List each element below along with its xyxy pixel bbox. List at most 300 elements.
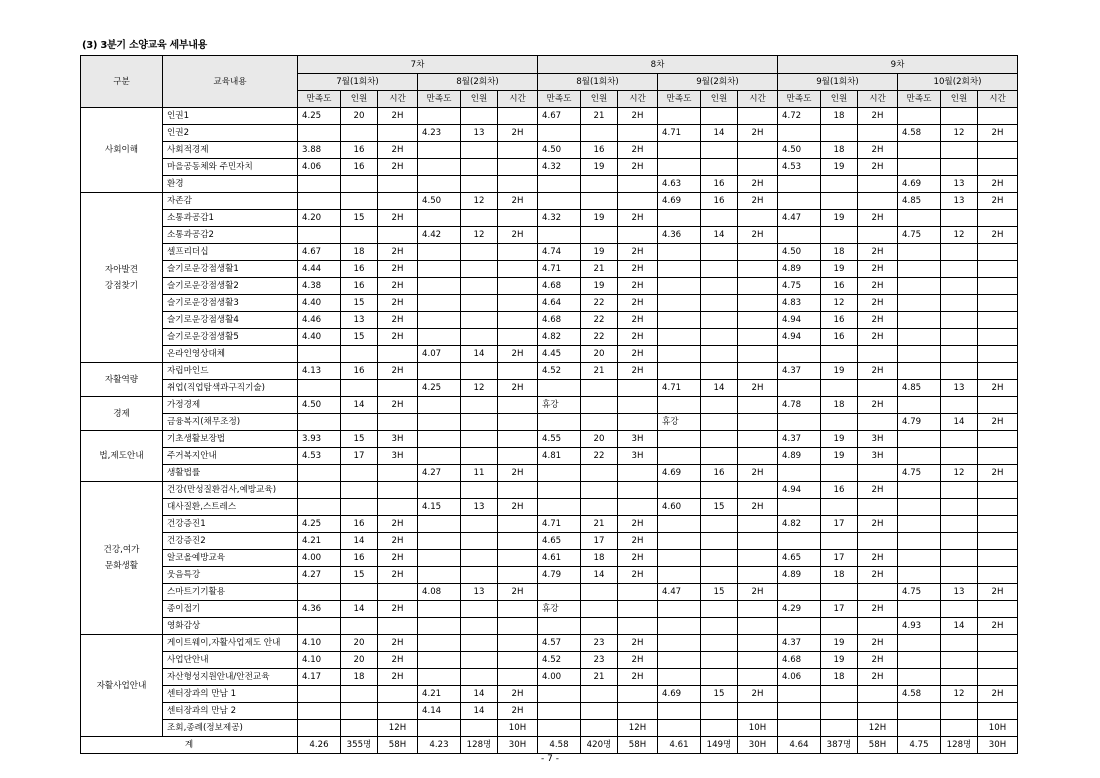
headcount-cell xyxy=(341,380,378,397)
headcount-cell xyxy=(941,652,978,669)
course-name-cell: 건강증진2 xyxy=(163,533,298,550)
header-session: 9월(2회차) xyxy=(658,74,778,91)
headcount-cell xyxy=(341,686,378,703)
satisfaction-cell xyxy=(658,295,701,312)
header-round: 9차 xyxy=(778,56,1018,74)
headcount-cell xyxy=(461,244,498,261)
course-name-cell: 건강(만성질환검사,예방교육) xyxy=(163,482,298,499)
hours-cell: 2H xyxy=(858,244,898,261)
hours-cell xyxy=(618,125,658,142)
course-name-cell: 사회적경제 xyxy=(163,142,298,159)
satisfaction-cell: 4.10 xyxy=(298,652,341,669)
course-name-cell: 가정경제 xyxy=(163,397,298,414)
table-row xyxy=(81,533,1018,550)
satisfaction-cell xyxy=(658,159,701,176)
headcount-cell xyxy=(701,550,738,567)
headcount-cell xyxy=(461,414,498,431)
hours-cell: 2H xyxy=(858,278,898,295)
hours-cell xyxy=(738,142,778,159)
course-name-cell: 생활법률 xyxy=(163,465,298,482)
headcount-cell xyxy=(941,448,978,465)
headcount-cell xyxy=(461,533,498,550)
headcount-cell xyxy=(941,720,978,737)
hours-cell: 3H xyxy=(378,448,418,465)
headcount-cell xyxy=(941,295,978,312)
headcount-cell xyxy=(941,635,978,652)
satisfaction-cell: 4.37 xyxy=(778,431,821,448)
satisfaction-cell: 4.61 xyxy=(538,550,581,567)
hours-cell: 2H xyxy=(978,380,1018,397)
hours-cell: 2H xyxy=(498,227,538,244)
header-metric: 인원 xyxy=(581,91,618,108)
satisfaction-cell xyxy=(658,550,701,567)
satisfaction-cell: 4.53 xyxy=(778,159,821,176)
satisfaction-cell xyxy=(658,516,701,533)
hours-cell xyxy=(978,499,1018,516)
hours-cell xyxy=(738,601,778,618)
satisfaction-cell: 4.10 xyxy=(298,635,341,652)
category-cell: 자아발견 강점찾기 xyxy=(81,193,163,363)
satisfaction-cell: 4.20 xyxy=(298,210,341,227)
hours-cell: 2H xyxy=(618,567,658,584)
headcount-cell: 20 xyxy=(341,652,378,669)
hours-cell xyxy=(978,346,1018,363)
headcount-cell: 16 xyxy=(341,363,378,380)
headcount-cell: 16 xyxy=(821,278,858,295)
satisfaction-cell xyxy=(418,482,461,499)
headcount-cell: 15 xyxy=(701,686,738,703)
hours-cell xyxy=(978,261,1018,278)
hours-cell: 2H xyxy=(618,363,658,380)
satisfaction-cell: 4.58 xyxy=(898,125,941,142)
hours-cell: 2H xyxy=(378,108,418,125)
headcount-cell xyxy=(341,414,378,431)
hours-cell xyxy=(858,176,898,193)
satisfaction-cell xyxy=(298,618,341,635)
satisfaction-cell xyxy=(538,465,581,482)
course-name-cell: 금융복지(채무조정) xyxy=(163,414,298,431)
headcount-cell xyxy=(701,278,738,295)
header-metric: 시간 xyxy=(858,91,898,108)
satisfaction-cell xyxy=(418,261,461,278)
satisfaction-cell: 4.27 xyxy=(298,567,341,584)
hours-cell: 2H xyxy=(378,550,418,567)
hours-cell xyxy=(618,618,658,635)
satisfaction-cell: 4.29 xyxy=(778,601,821,618)
hours-cell xyxy=(738,516,778,533)
hours-cell: 10H xyxy=(738,720,778,737)
hours-cell: 2H xyxy=(858,567,898,584)
hours-cell xyxy=(498,295,538,312)
hours-cell: 2H xyxy=(618,346,658,363)
satisfaction-cell: 4.25 xyxy=(298,108,341,125)
hours-cell: 2H xyxy=(978,414,1018,431)
satisfaction-cell: 4.32 xyxy=(538,159,581,176)
satisfaction-cell: 3.88 xyxy=(298,142,341,159)
satisfaction-cell xyxy=(898,346,941,363)
headcount-cell: 19 xyxy=(581,278,618,295)
header-row-rounds xyxy=(81,56,1018,74)
satisfaction-cell: 4.52 xyxy=(538,652,581,669)
hours-cell: 2H xyxy=(378,635,418,652)
satisfaction-cell xyxy=(778,193,821,210)
headcount-cell: 12 xyxy=(941,125,978,142)
hours-cell xyxy=(498,601,538,618)
hours-cell: 2H xyxy=(498,703,538,720)
hours-cell: 2H xyxy=(858,142,898,159)
satisfaction-cell xyxy=(658,618,701,635)
hours-cell: 3H xyxy=(858,431,898,448)
hours-cell: 2H xyxy=(378,329,418,346)
course-name-cell: 사업단안내 xyxy=(163,652,298,669)
satisfaction-cell xyxy=(658,261,701,278)
hours-cell xyxy=(978,482,1018,499)
headcount-cell: 19 xyxy=(581,244,618,261)
satisfaction-cell: 4.75 xyxy=(898,465,941,482)
table-row xyxy=(81,618,1018,635)
headcount-cell xyxy=(461,176,498,193)
hours-cell xyxy=(738,669,778,686)
headcount-cell xyxy=(941,669,978,686)
satisfaction-cell xyxy=(778,346,821,363)
headcount-cell: 17 xyxy=(821,550,858,567)
satisfaction-cell: 4.67 xyxy=(538,108,581,125)
satisfaction-cell xyxy=(418,567,461,584)
headcount-cell: 17 xyxy=(581,533,618,550)
category-cell: 자활사업안내 xyxy=(81,635,163,737)
education-detail-table xyxy=(80,55,1018,754)
hours-cell xyxy=(738,244,778,261)
hours-cell xyxy=(738,618,778,635)
table-row xyxy=(81,278,1018,295)
satisfaction-cell xyxy=(898,261,941,278)
satisfaction-cell: 4.85 xyxy=(898,193,941,210)
hours-cell xyxy=(498,278,538,295)
satisfaction-cell: 4.36 xyxy=(298,601,341,618)
satisfaction-cell xyxy=(418,635,461,652)
satisfaction-cell: 4.79 xyxy=(538,567,581,584)
table-row xyxy=(81,346,1018,363)
category-cell: 자활역량 xyxy=(81,363,163,397)
hours-cell xyxy=(738,652,778,669)
headcount-cell: 18 xyxy=(821,142,858,159)
headcount-cell xyxy=(701,448,738,465)
headcount-cell xyxy=(341,720,378,737)
headcount-cell xyxy=(341,346,378,363)
satisfaction-cell: 4.69 xyxy=(658,465,701,482)
headcount-cell: 13 xyxy=(461,499,498,516)
headcount-cell: 21 xyxy=(581,108,618,125)
hours-cell: 2H xyxy=(378,363,418,380)
course-name-cell: 게이트웨이,자활사업제도 안내 xyxy=(163,635,298,652)
headcount-cell xyxy=(341,125,378,142)
hours-cell: 2H xyxy=(618,295,658,312)
headcount-cell xyxy=(941,482,978,499)
hours-cell xyxy=(978,448,1018,465)
satisfaction-cell xyxy=(778,380,821,397)
headcount-cell xyxy=(581,618,618,635)
headcount-cell: 21 xyxy=(581,669,618,686)
hours-cell xyxy=(858,703,898,720)
satisfaction-cell xyxy=(418,363,461,380)
headcount-cell xyxy=(581,686,618,703)
satisfaction-cell xyxy=(298,584,341,601)
hours-cell xyxy=(738,261,778,278)
satisfaction-cell xyxy=(418,550,461,567)
satisfaction-cell: 4.69 xyxy=(658,686,701,703)
headcount-cell xyxy=(701,516,738,533)
table-row xyxy=(81,363,1018,380)
course-name-cell: 대사질환,스트레스 xyxy=(163,499,298,516)
headcount-cell: 22 xyxy=(581,448,618,465)
satisfaction-cell: 4.79 xyxy=(898,414,941,431)
headcount-cell: 18 xyxy=(581,550,618,567)
hours-cell xyxy=(738,210,778,227)
headcount-cell xyxy=(341,482,378,499)
headcount-cell: 19 xyxy=(821,431,858,448)
satisfaction-cell: 4.85 xyxy=(898,380,941,397)
satisfaction-cell xyxy=(778,584,821,601)
hours-cell: 2H xyxy=(378,159,418,176)
hours-cell xyxy=(858,125,898,142)
headcount-cell xyxy=(461,618,498,635)
headcount-cell: 20 xyxy=(581,346,618,363)
hours-cell: 2H xyxy=(378,244,418,261)
headcount-cell xyxy=(701,346,738,363)
hours-cell xyxy=(738,278,778,295)
hours-cell xyxy=(378,686,418,703)
satisfaction-cell: 4.68 xyxy=(538,278,581,295)
headcount-cell xyxy=(941,363,978,380)
course-name-cell: 조회,종례(정보제공) xyxy=(163,720,298,737)
satisfaction-cell xyxy=(778,618,821,635)
total-cell: 58H xyxy=(378,737,418,754)
headcount-cell xyxy=(461,329,498,346)
satisfaction-cell xyxy=(298,176,341,193)
headcount-cell xyxy=(821,618,858,635)
satisfaction-cell: 4.93 xyxy=(898,618,941,635)
headcount-cell: 19 xyxy=(581,210,618,227)
satisfaction-cell: 휴강 xyxy=(538,397,581,414)
course-name-cell: 웃음특강 xyxy=(163,567,298,584)
course-name-cell: 인권1 xyxy=(163,108,298,125)
headcount-cell xyxy=(941,550,978,567)
hours-cell xyxy=(978,397,1018,414)
hours-cell xyxy=(858,193,898,210)
table-row xyxy=(81,210,1018,227)
headcount-cell: 22 xyxy=(581,312,618,329)
hours-cell xyxy=(978,312,1018,329)
satisfaction-cell: 4.94 xyxy=(778,482,821,499)
hours-cell: 2H xyxy=(618,669,658,686)
headcount-cell xyxy=(461,482,498,499)
satisfaction-cell: 4.69 xyxy=(658,193,701,210)
headcount-cell: 21 xyxy=(581,261,618,278)
satisfaction-cell: 휴강 xyxy=(538,601,581,618)
satisfaction-cell xyxy=(298,465,341,482)
headcount-cell xyxy=(941,567,978,584)
hours-cell: 2H xyxy=(498,193,538,210)
hours-cell xyxy=(978,635,1018,652)
hours-cell: 2H xyxy=(858,652,898,669)
satisfaction-cell: 4.89 xyxy=(778,261,821,278)
headcount-cell xyxy=(701,261,738,278)
header-metric: 인원 xyxy=(341,91,378,108)
hours-cell xyxy=(498,533,538,550)
hours-cell xyxy=(378,465,418,482)
total-cell: 420명 xyxy=(581,737,618,754)
satisfaction-cell xyxy=(898,533,941,550)
table-row xyxy=(81,142,1018,159)
satisfaction-cell xyxy=(658,346,701,363)
satisfaction-cell xyxy=(418,176,461,193)
hours-cell xyxy=(498,567,538,584)
hours-cell xyxy=(618,686,658,703)
satisfaction-cell: 4.74 xyxy=(538,244,581,261)
satisfaction-cell xyxy=(778,686,821,703)
headcount-cell: 19 xyxy=(821,210,858,227)
satisfaction-cell: 4.81 xyxy=(538,448,581,465)
satisfaction-cell: 4.55 xyxy=(538,431,581,448)
satisfaction-cell xyxy=(658,448,701,465)
hours-cell: 2H xyxy=(498,346,538,363)
headcount-cell xyxy=(581,414,618,431)
hours-cell: 2H xyxy=(738,465,778,482)
hours-cell: 2H xyxy=(738,176,778,193)
headcount-cell: 12 xyxy=(941,227,978,244)
hours-cell xyxy=(978,703,1018,720)
course-name-cell: 종이접기 xyxy=(163,601,298,618)
course-name-cell: 슬기로운강점생활1 xyxy=(163,261,298,278)
hours-cell xyxy=(498,448,538,465)
hours-cell xyxy=(498,176,538,193)
hours-cell: 2H xyxy=(858,108,898,125)
headcount-cell: 14 xyxy=(461,346,498,363)
headcount-cell xyxy=(701,482,738,499)
hours-cell xyxy=(978,329,1018,346)
headcount-cell: 14 xyxy=(941,618,978,635)
satisfaction-cell xyxy=(658,669,701,686)
headcount-cell xyxy=(461,295,498,312)
headcount-cell xyxy=(701,108,738,125)
hours-cell: 2H xyxy=(738,584,778,601)
hours-cell xyxy=(978,363,1018,380)
hours-cell: 10H xyxy=(498,720,538,737)
hours-cell: 2H xyxy=(378,652,418,669)
hours-cell xyxy=(498,363,538,380)
document-heading: (3) 3분기 소양교육 세부내용 xyxy=(82,40,208,51)
table-row xyxy=(81,550,1018,567)
satisfaction-cell: 4.83 xyxy=(778,295,821,312)
headcount-cell xyxy=(461,159,498,176)
hours-cell xyxy=(378,227,418,244)
hours-cell: 2H xyxy=(498,125,538,142)
total-cell: 30H xyxy=(978,737,1018,754)
hours-cell: 2H xyxy=(618,550,658,567)
hours-cell xyxy=(498,482,538,499)
satisfaction-cell xyxy=(418,244,461,261)
course-name-cell: 스마트기기활용 xyxy=(163,584,298,601)
hours-cell xyxy=(978,142,1018,159)
headcount-cell xyxy=(581,380,618,397)
hours-cell xyxy=(858,380,898,397)
headcount-cell xyxy=(701,142,738,159)
hours-cell: 3H xyxy=(378,431,418,448)
hours-cell xyxy=(498,108,538,125)
headcount-cell: 13 xyxy=(461,125,498,142)
table-row xyxy=(81,601,1018,618)
headcount-cell xyxy=(581,482,618,499)
total-cell: 58H xyxy=(618,737,658,754)
satisfaction-cell xyxy=(898,295,941,312)
headcount-cell: 13 xyxy=(941,193,978,210)
headcount-cell xyxy=(821,533,858,550)
hours-cell: 2H xyxy=(378,669,418,686)
total-label: 계 xyxy=(81,737,298,754)
satisfaction-cell xyxy=(898,244,941,261)
satisfaction-cell: 4.44 xyxy=(298,261,341,278)
headcount-cell xyxy=(701,703,738,720)
headcount-cell xyxy=(701,669,738,686)
satisfaction-cell: 4.68 xyxy=(538,312,581,329)
table-row xyxy=(81,686,1018,703)
hours-cell: 2H xyxy=(978,193,1018,210)
hours-cell: 2H xyxy=(378,397,418,414)
headcount-cell xyxy=(581,499,618,516)
satisfaction-cell: 4.06 xyxy=(778,669,821,686)
hours-cell: 2H xyxy=(978,125,1018,142)
satisfaction-cell xyxy=(778,703,821,720)
header-round: 8차 xyxy=(538,56,778,74)
satisfaction-cell xyxy=(658,397,701,414)
satisfaction-cell xyxy=(898,210,941,227)
satisfaction-cell: 4.78 xyxy=(778,397,821,414)
hours-cell: 2H xyxy=(618,652,658,669)
satisfaction-cell xyxy=(778,499,821,516)
hours-cell: 2H xyxy=(858,397,898,414)
headcount-cell xyxy=(941,261,978,278)
satisfaction-cell: 4.21 xyxy=(418,686,461,703)
header-metric: 인원 xyxy=(821,91,858,108)
headcount-cell xyxy=(701,295,738,312)
headcount-cell: 22 xyxy=(581,295,618,312)
hours-cell: 2H xyxy=(618,261,658,278)
satisfaction-cell xyxy=(898,635,941,652)
hours-cell xyxy=(858,618,898,635)
course-name-cell: 영화감상 xyxy=(163,618,298,635)
headcount-cell xyxy=(941,159,978,176)
satisfaction-cell: 4.94 xyxy=(778,312,821,329)
satisfaction-cell: 4.06 xyxy=(298,159,341,176)
headcount-cell: 13 xyxy=(461,584,498,601)
headcount-cell: 16 xyxy=(821,312,858,329)
satisfaction-cell: 4.50 xyxy=(418,193,461,210)
total-cell: 30H xyxy=(738,737,778,754)
satisfaction-cell: 4.69 xyxy=(898,176,941,193)
headcount-cell xyxy=(701,363,738,380)
table-body xyxy=(81,56,1018,754)
hours-cell xyxy=(618,601,658,618)
hours-cell: 2H xyxy=(858,159,898,176)
satisfaction-cell: 4.72 xyxy=(778,108,821,125)
hours-cell xyxy=(618,703,658,720)
satisfaction-cell xyxy=(898,278,941,295)
satisfaction-cell xyxy=(898,142,941,159)
satisfaction-cell xyxy=(538,686,581,703)
headcount-cell: 14 xyxy=(341,601,378,618)
satisfaction-cell xyxy=(658,329,701,346)
headcount-cell: 14 xyxy=(341,533,378,550)
